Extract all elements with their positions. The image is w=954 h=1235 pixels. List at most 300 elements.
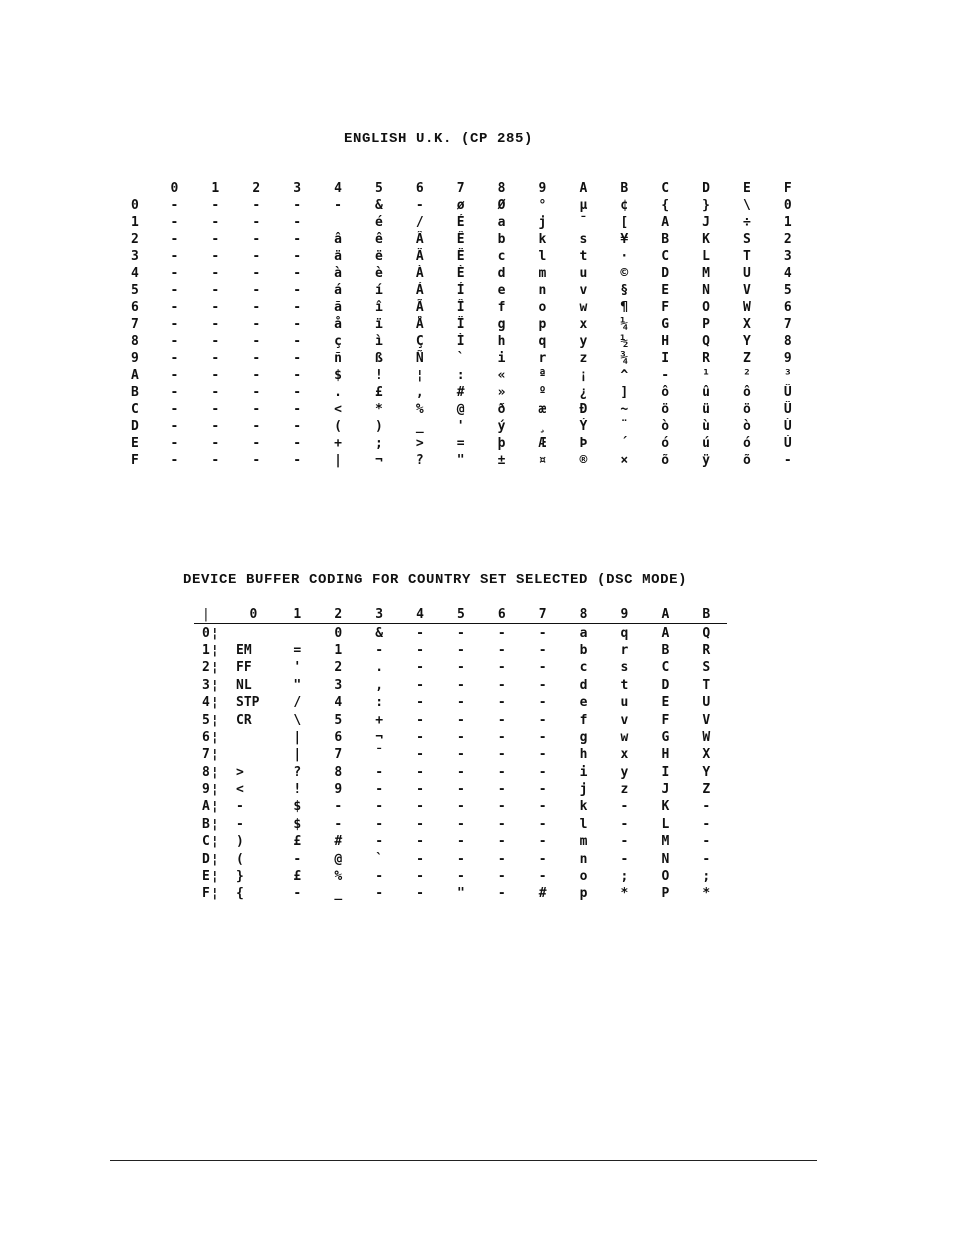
code-cell: - (293, 300, 302, 315)
code-cell: - (211, 283, 220, 298)
code-cell: B (661, 232, 670, 247)
code-cell: 3 (334, 677, 343, 693)
code-cell: - (170, 402, 179, 417)
code-cell: G (661, 729, 670, 745)
row-header: 9 (131, 351, 139, 366)
code-cell: - (252, 283, 261, 298)
code-cell: Þ (579, 436, 588, 451)
code-cell: j (538, 215, 547, 230)
code-cell: - (211, 249, 220, 264)
table-row (114, 282, 808, 299)
column-header: 3 (293, 181, 302, 196)
code-cell: û (702, 385, 710, 400)
code-cell: - (252, 436, 261, 451)
code-cell: - (334, 816, 343, 832)
code-cell: ! (293, 782, 302, 798)
code-cell: £ (374, 385, 383, 400)
code-cell: y (620, 764, 629, 780)
code-cell: 8 (783, 334, 792, 349)
code-cell: ó (743, 436, 751, 451)
row-header: 2 ¦ (194, 659, 230, 676)
code-cell: = (456, 436, 465, 451)
code-cell: ] (620, 385, 629, 400)
code-cell: M (661, 834, 670, 850)
code-cell: Ð (579, 402, 588, 417)
code-cell: N (702, 283, 710, 298)
code-cell: & (374, 198, 383, 213)
code-cell: t (579, 249, 588, 264)
code-cell: - (211, 300, 220, 315)
row-header: 4 ¦ (194, 694, 230, 711)
code-cell: - (293, 249, 302, 264)
code-cell: õ (661, 453, 670, 468)
corner-cell (114, 180, 154, 197)
code-cell: R (702, 351, 710, 366)
code-cell: X (743, 317, 751, 332)
code-cell: q (538, 334, 547, 349)
code-cell (230, 729, 277, 746)
code-cell: = (293, 642, 302, 658)
column-header: A (579, 181, 588, 196)
code-cell: ê (374, 232, 383, 247)
code-cell: 5 (334, 712, 343, 728)
code-cell: å (334, 317, 342, 332)
code-cell: - (252, 368, 261, 383)
code-cell: - (538, 764, 547, 780)
row-header: 5 ¦ (194, 711, 230, 728)
code-cell: ( (334, 419, 342, 434)
code-cell: - (416, 799, 424, 815)
code-cell: - (456, 642, 465, 658)
code-cell: - (783, 453, 792, 468)
code-cell: ÿ (702, 453, 710, 468)
code-cell: - (538, 625, 547, 641)
code-cell: ( (236, 851, 244, 867)
code-cell: - (293, 283, 302, 298)
table-row (114, 401, 808, 418)
code-cell: J (702, 215, 710, 230)
code-cell: - (252, 300, 261, 315)
code-cell: X (702, 747, 711, 763)
code-cell: P (702, 317, 710, 332)
table-row (114, 367, 808, 384)
code-cell: ë (374, 249, 383, 264)
code-cell: Ç (415, 334, 424, 349)
code-cell: ¨ (620, 419, 629, 434)
code-cell: < (236, 782, 244, 798)
code-cell: ï (374, 317, 383, 332)
code-cell: - (170, 334, 179, 349)
code-cell: d (579, 677, 588, 693)
code-cell: Z (702, 782, 711, 798)
code-cell: 4 (783, 266, 792, 281)
code-cell: É (456, 215, 465, 230)
column-header: 9 (620, 607, 629, 623)
code-cell: - (293, 351, 302, 366)
code-cell: - (620, 851, 629, 867)
code-cell: : (375, 695, 384, 711)
code-cell: - (293, 402, 302, 417)
code-cell: 2 (783, 232, 792, 247)
code-cell: - (211, 436, 220, 451)
code-cell: - (252, 232, 261, 247)
code-cell: - (252, 215, 261, 230)
code-cell (318, 214, 359, 231)
code-cell: w (620, 729, 629, 745)
code-cell: r (620, 642, 629, 658)
code-cell: b (579, 642, 588, 658)
code-cell: NL (236, 677, 252, 693)
code-cell: - (538, 869, 547, 885)
code-cell: C (661, 660, 670, 676)
code-cell: - (538, 816, 547, 832)
code-cell: - (170, 266, 179, 281)
code-cell: ý (497, 419, 506, 434)
code-cell: - (375, 886, 384, 902)
column-header: 5 (374, 181, 383, 196)
code-cell: ¾ (620, 351, 629, 366)
code-cell: [ (620, 215, 629, 230)
code-cell: - (211, 266, 220, 281)
code-cell: - (293, 453, 302, 468)
code-cell: Å (415, 317, 424, 332)
table-row (194, 677, 727, 694)
code-cell: - (620, 834, 629, 850)
code-cell: - (170, 300, 179, 315)
code-cell: 9 (334, 782, 343, 798)
code-cell: ~ (620, 402, 629, 417)
code-cell: ¼ (620, 317, 629, 332)
table-row (114, 316, 808, 333)
code-cell: { (661, 198, 670, 213)
code-cell: ¡ (579, 368, 588, 383)
code-cell: - (252, 385, 261, 400)
code-cell: E (661, 283, 670, 298)
code-cell: õ (743, 453, 751, 468)
code-cell: CR (236, 712, 252, 728)
code-cell: - (456, 695, 465, 711)
code-cell: · (620, 249, 629, 264)
column-header: 3 (375, 607, 384, 623)
code-cell: H (661, 747, 670, 763)
code-cell: - (416, 834, 424, 850)
code-cell: / (293, 695, 302, 711)
code-cell: R (702, 642, 711, 658)
code-cell: V (702, 712, 711, 728)
column-header: 4 (334, 181, 342, 196)
code-cell: - (293, 368, 302, 383)
code-cell: e (579, 695, 588, 711)
code-cell: - (702, 799, 711, 815)
code-cell: m (579, 834, 588, 850)
code-cell: - (416, 869, 424, 885)
code-cell: E (661, 695, 670, 711)
code-cell: T (743, 249, 751, 264)
code-cell: , (375, 677, 384, 693)
code-cell: ? (293, 764, 302, 780)
code-cell: × (620, 453, 629, 468)
code-cell: x (579, 317, 588, 332)
code-cell: - (170, 249, 179, 264)
cp285-code-table (114, 180, 808, 469)
code-cell: - (211, 215, 220, 230)
code-cell: ú (702, 436, 710, 451)
code-cell: - (415, 198, 424, 213)
code-cell: - (293, 334, 302, 349)
code-cell: s (579, 232, 588, 247)
table-row (194, 764, 727, 781)
column-header: 1 (293, 607, 302, 623)
code-cell: Ø (497, 198, 506, 213)
code-cell: - (293, 317, 302, 332)
code-cell: - (456, 816, 465, 832)
code-cell: - (538, 677, 547, 693)
code-cell: ) (236, 834, 244, 850)
code-cell: è (374, 266, 383, 281)
code-cell: - (497, 695, 506, 711)
code-cell: 5 (783, 283, 792, 298)
code-cell: Ê (456, 232, 465, 247)
code-cell: ´ (620, 436, 629, 451)
code-cell: h (497, 334, 506, 349)
column-header: 7 (456, 181, 465, 196)
code-cell: w (579, 300, 588, 315)
code-cell: - (375, 869, 384, 885)
table-row (114, 231, 808, 248)
row-header: D ¦ (194, 850, 230, 867)
code-cell: K (702, 232, 710, 247)
code-cell: È (456, 266, 465, 281)
code-cell: n (579, 851, 588, 867)
code-cell: ² (743, 368, 751, 383)
code-cell: - (170, 351, 179, 366)
code-cell: « (497, 368, 506, 383)
code-cell: U (702, 695, 711, 711)
code-cell: P (661, 886, 670, 902)
code-cell: - (236, 816, 244, 832)
column-header: C (661, 181, 670, 196)
code-cell: p (538, 317, 547, 332)
table-row (114, 435, 808, 452)
table-row (114, 418, 808, 435)
code-cell: v (620, 712, 629, 728)
code-cell: þ (497, 436, 506, 451)
row-header: C (131, 402, 139, 417)
code-cell: , (415, 385, 424, 400)
code-cell: - (375, 764, 384, 780)
code-cell: - (252, 266, 261, 281)
corner-cell: | (202, 607, 210, 623)
code-cell: - (456, 851, 465, 867)
code-cell: Y (702, 764, 711, 780)
code-cell: ® (579, 453, 588, 468)
code-cell: - (456, 660, 465, 676)
column-header: 6 (497, 607, 506, 623)
code-cell: - (252, 453, 261, 468)
code-cell: ' (293, 660, 302, 676)
code-cell: - (497, 660, 506, 676)
row-header: B (131, 385, 139, 400)
code-cell: - (170, 436, 179, 451)
dsc-buffer-code-table (194, 606, 727, 903)
code-cell: - (293, 198, 302, 213)
code-cell: n (538, 283, 547, 298)
code-cell: - (497, 642, 506, 658)
column-header: 0 (249, 607, 258, 623)
table-row (194, 816, 727, 833)
code-cell: © (620, 266, 629, 281)
table-row (114, 248, 808, 265)
code-cell: * (702, 886, 711, 902)
code-cell: - (375, 799, 384, 815)
code-cell: > (415, 436, 424, 451)
code-cell: - (334, 799, 343, 815)
code-cell: ? (415, 453, 424, 468)
code-cell: Â (415, 232, 424, 247)
column-header: B (620, 181, 629, 196)
code-cell: ° (538, 198, 547, 213)
code-cell: 6 (783, 300, 792, 315)
code-cell: ã (334, 300, 342, 315)
code-cell: - (334, 198, 342, 213)
code-cell: µ (579, 198, 588, 213)
code-cell: ñ (334, 351, 342, 366)
code-cell: h (579, 747, 588, 763)
column-header-row (114, 180, 808, 197)
code-cell: ¸ (538, 419, 547, 434)
code-cell: A (661, 625, 670, 641)
table-row (194, 711, 727, 728)
code-cell: g (497, 317, 506, 332)
row-header: C ¦ (194, 833, 230, 850)
code-cell: & (375, 625, 384, 641)
code-cell: - (538, 851, 547, 867)
code-cell: - (375, 834, 384, 850)
code-cell: 6 (334, 729, 343, 745)
column-header: 5 (456, 607, 465, 623)
code-cell: ¬ (375, 729, 384, 745)
code-cell: D (661, 266, 670, 281)
code-cell: { (236, 886, 244, 902)
code-cell: * (374, 402, 383, 417)
code-cell: - (252, 351, 261, 366)
table-row (114, 350, 808, 367)
code-cell: - (293, 419, 302, 434)
row-header: 1 ¦ (194, 642, 230, 659)
code-cell: ô (661, 385, 670, 400)
code-cell: - (211, 368, 220, 383)
code-cell: 7 (334, 747, 343, 763)
row-header: 9 ¦ (194, 781, 230, 798)
code-cell: F (661, 300, 670, 315)
row-header: E (131, 436, 139, 451)
column-header: 8 (579, 607, 588, 623)
code-cell: ð (497, 402, 506, 417)
code-cell: - (211, 334, 220, 349)
code-cell: Ü (783, 402, 792, 417)
code-cell: - (456, 747, 465, 763)
code-cell: x (620, 747, 629, 763)
code-cell: | (293, 747, 302, 763)
code-cell: - (170, 283, 179, 298)
code-cell: 3 (783, 249, 792, 264)
code-cell: W (702, 729, 711, 745)
code-cell: ß (374, 351, 383, 366)
code-cell: ± (497, 453, 506, 468)
code-cell: - (456, 834, 465, 850)
code-cell: STP (236, 695, 260, 711)
column-header: 2 (334, 607, 343, 623)
code-cell: 2 (334, 660, 343, 676)
code-cell: p (579, 886, 588, 902)
row-header: 0 (131, 198, 139, 213)
code-cell: ; (374, 436, 383, 451)
code-cell: - (416, 782, 424, 798)
code-cell: - (538, 782, 547, 798)
code-cell: ç (334, 334, 342, 349)
code-cell: - (702, 851, 711, 867)
code-cell: L (702, 249, 710, 264)
column-header: E (743, 181, 751, 196)
code-cell: _ (415, 419, 424, 434)
code-cell: . (334, 385, 342, 400)
code-cell: / (415, 215, 424, 230)
code-cell: ö (743, 402, 751, 417)
code-cell: u (579, 266, 588, 281)
code-cell: Ñ (415, 351, 424, 366)
code-cell: - (497, 729, 506, 745)
row-header: 5 (131, 283, 139, 298)
code-cell: Æ (538, 436, 547, 451)
code-cell: - (456, 677, 465, 693)
table-row (114, 299, 808, 316)
code-cell: Ý (579, 419, 588, 434)
code-cell: S (702, 660, 711, 676)
table-row (194, 624, 727, 642)
row-header: A (131, 368, 139, 383)
code-cell (277, 624, 318, 642)
code-cell: - (538, 729, 547, 745)
code-cell: . (375, 660, 384, 676)
code-cell: v (579, 283, 588, 298)
code-cell: ¥ (620, 232, 629, 247)
code-cell: - (293, 232, 302, 247)
code-cell: j (579, 782, 588, 798)
code-cell: % (334, 869, 343, 885)
table-row (194, 798, 727, 815)
code-cell: g (579, 729, 588, 745)
code-cell: - (538, 695, 547, 711)
code-cell: - (538, 642, 547, 658)
code-cell: s (620, 660, 629, 676)
code-cell: - (375, 816, 384, 832)
code-cell: º (538, 385, 547, 400)
code-cell: # (334, 834, 343, 850)
code-cell: æ (538, 402, 547, 417)
code-cell: y (579, 334, 588, 349)
code-cell: - (497, 869, 506, 885)
code-cell: - (211, 198, 220, 213)
code-cell: + (375, 712, 384, 728)
code-cell: % (415, 402, 424, 417)
code-cell: 4 (334, 695, 343, 711)
code-cell: V (743, 283, 751, 298)
table-row (114, 333, 808, 350)
code-cell: - (293, 385, 302, 400)
row-header: 3 ¦ (194, 677, 230, 694)
code-cell: # (538, 886, 547, 902)
code-cell: - (497, 764, 506, 780)
